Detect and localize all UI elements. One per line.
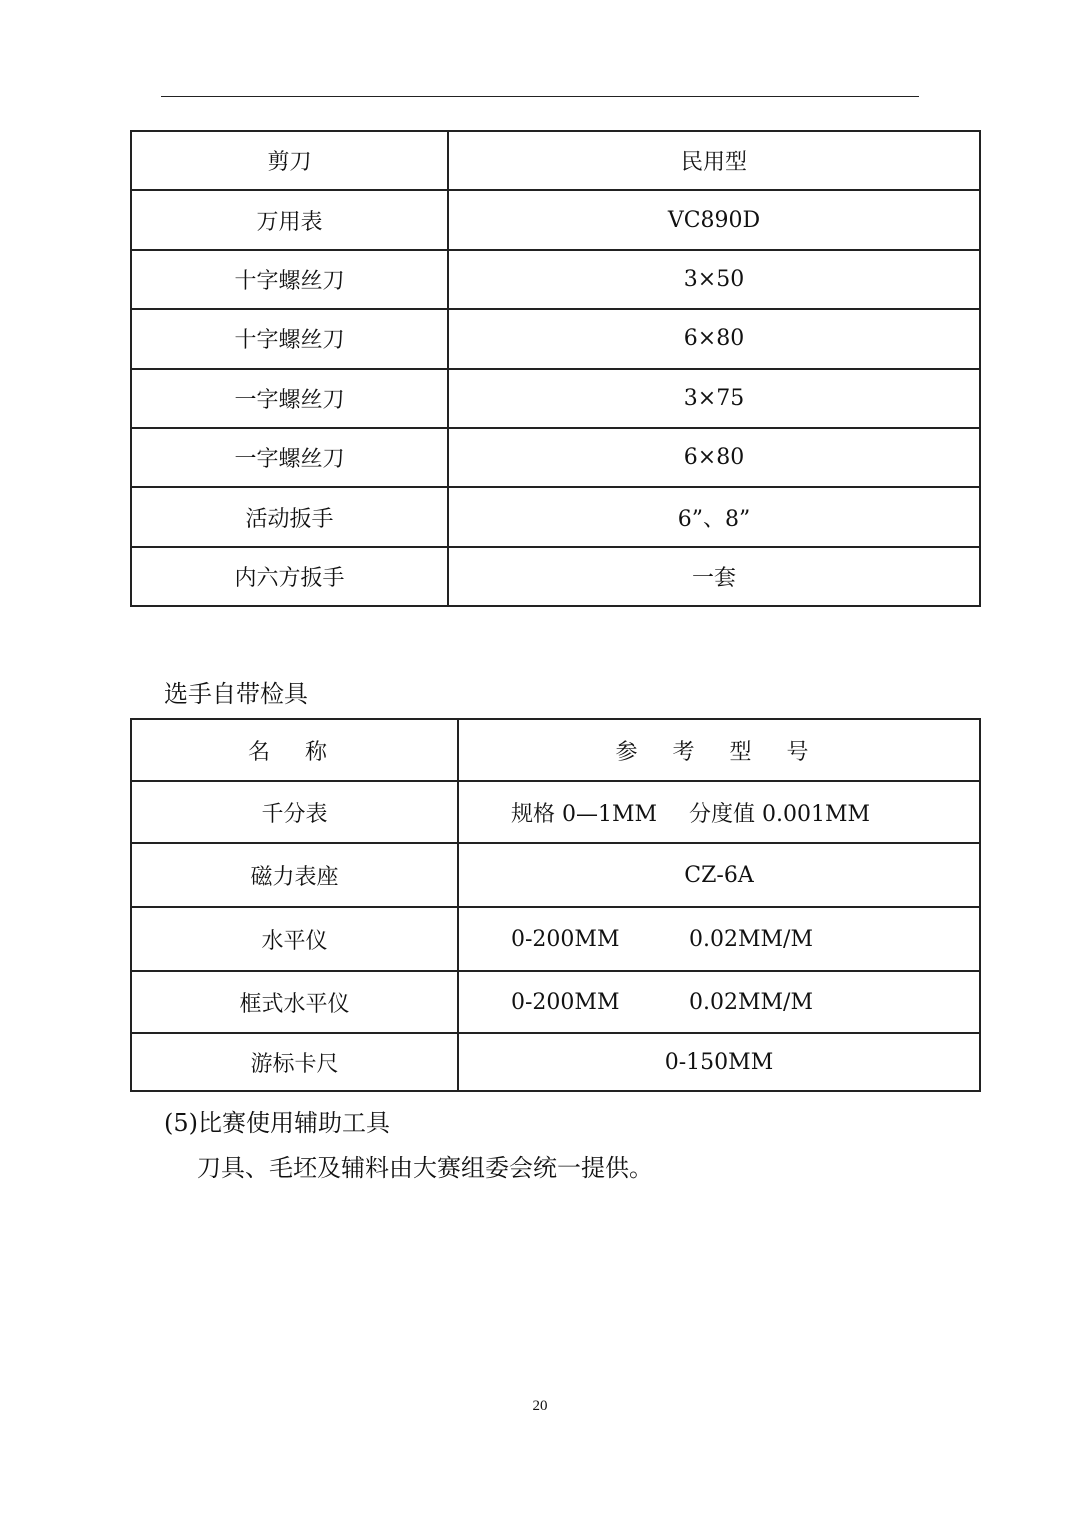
table-row [131, 487, 980, 546]
tool-name: 十字螺丝刀 [131, 250, 448, 309]
inspect-model [458, 971, 980, 1033]
model-range: 0-200MM [511, 926, 620, 952]
table-row [131, 369, 980, 428]
model-resolution: 分度值 0.001MM [689, 801, 871, 827]
table-row [131, 131, 980, 190]
section-heading: 选手自带检具 [164, 680, 308, 708]
tools-table [130, 130, 981, 607]
inspect-model: 0-150MM [458, 1033, 980, 1091]
tool-name: 万用表 [131, 190, 448, 249]
model-range: 规格 0—1MM [511, 801, 658, 827]
tool-spec: 6×80 [448, 428, 980, 487]
tool-spec: 3×75 [448, 369, 980, 428]
inspect-model [458, 781, 980, 843]
model-resolution: 0.02MM/M [689, 989, 813, 1015]
table-row [131, 250, 980, 309]
tool-name: 一字螺丝刀 [131, 369, 448, 428]
header-rule [161, 96, 919, 97]
inspect-model: CZ-6A [458, 843, 980, 907]
page-number: 20 [532, 1398, 548, 1414]
table-row [131, 971, 980, 1033]
inspect-name: 游标卡尺 [131, 1033, 458, 1091]
model-range: 0-200MM [511, 989, 620, 1015]
tool-spec: 3×50 [448, 250, 980, 309]
tool-spec: 一套 [448, 547, 980, 606]
table-row [131, 1033, 980, 1091]
inspect-name: 水平仪 [131, 907, 458, 971]
table-row [131, 907, 980, 971]
tool-spec: VC890D [448, 190, 980, 249]
tool-name: 十字螺丝刀 [131, 309, 448, 368]
table-row [131, 190, 980, 249]
body-paragraph: 刀具、毛坯及辅料由大赛组委会统一提供。 [197, 1154, 653, 1182]
tool-spec: 6”、8” [448, 487, 980, 546]
table-row [131, 428, 980, 487]
tool-name: 一字螺丝刀 [131, 428, 448, 487]
tool-name: 内六方扳手 [131, 547, 448, 606]
table-header-row [131, 719, 980, 781]
table-row [131, 843, 980, 907]
tool-name: 剪刀 [131, 131, 448, 190]
tool-name: 活动扳手 [131, 487, 448, 546]
inspect-name: 磁力表座 [131, 843, 458, 907]
inspect-name: 千分表 [131, 781, 458, 843]
inspect-model [458, 907, 980, 971]
inspect-name: 框式水平仪 [131, 971, 458, 1033]
header-model: 参 考 型 号 [458, 719, 980, 781]
header-name: 名 称 [131, 719, 458, 781]
table-row [131, 781, 980, 843]
table-row [131, 547, 980, 606]
table-row [131, 309, 980, 368]
tool-spec: 6×80 [448, 309, 980, 368]
tool-spec: 民用型 [448, 131, 980, 190]
inspection-tools-table [130, 718, 981, 1092]
model-resolution: 0.02MM/M [689, 926, 813, 952]
subsection-heading: (5)比赛使用辅助工具 [164, 1109, 390, 1137]
